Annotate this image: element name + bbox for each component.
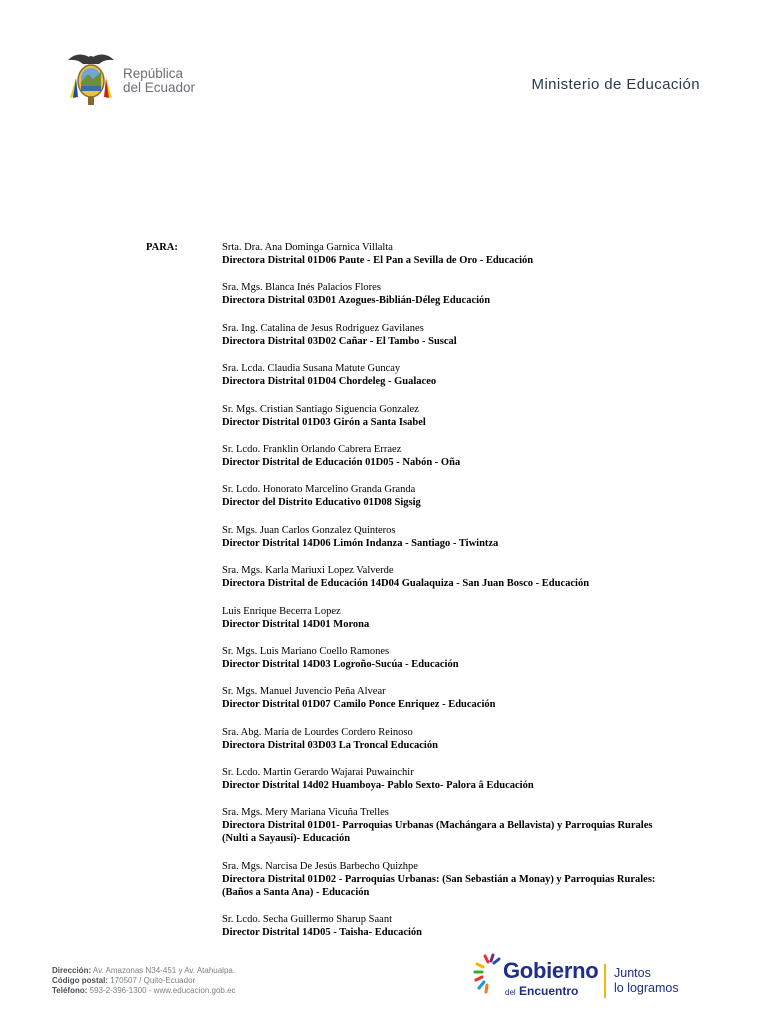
footer-direccion <box>52 966 236 976</box>
recipient-title: Director Distrital 14D05 - Taisha- Educación <box>222 927 422 939</box>
recipient-title: Director Distrital 14d02 Huamboya- Pablo Sexto- Palora â Educación <box>222 780 534 792</box>
recipient-entry <box>222 564 662 590</box>
recipient-name: Sra. Abg. María de Lourdes Cordero Reinoso <box>222 726 413 738</box>
recipient-title: Director Distrital 01D03 Girón a Santa Isabel <box>222 416 426 428</box>
telefono-label: Teléfono: <box>52 985 88 995</box>
slogan-line-1: Juntos <box>614 966 651 980</box>
recipient-entry <box>222 362 662 388</box>
slogan <box>614 966 679 996</box>
ministry-title: Ministerio de Educación <box>531 76 700 93</box>
del-label: del <box>505 988 516 997</box>
letterhead <box>0 0 768 120</box>
footer-codigo <box>52 976 236 986</box>
recipient-name: Sr. Mgs. Cristian Santiago Siguencia Gonzalez <box>222 403 419 415</box>
recipient-name: Sr. Mgs. Manuel Juvencio Peña Alvear <box>222 686 386 698</box>
telefono-value: 593-2-396-1300 - www.educacion.gob.ec <box>89 985 236 995</box>
recipient-name: Sr. Lcdo. Franklin Orlando Cabrera Erraez <box>222 443 402 455</box>
gobierno-burst-icon <box>473 952 503 994</box>
gobierno-del-encuentro-logo <box>473 948 723 1008</box>
recipient-title: Director Distrital 14D03 Logroño-Sucúa - Educación <box>222 658 459 670</box>
recipient-entry <box>222 281 662 307</box>
del-encuentro-wordmark <box>505 984 578 998</box>
recipient-entry <box>222 605 662 631</box>
recipient-title: Directora Distrital 01D06 Paute - El Pan a Sevilla de Oro - Educación <box>222 255 534 266</box>
republica-label: República <box>123 66 184 81</box>
recipient-title: Director del Distrito Educativo 01D08 Sigsig <box>222 497 421 509</box>
recipient-name: Sra. Ing. Catalina de Jesus Rodriguez Gavilanes <box>222 322 424 334</box>
recipient-title: Director Distrital 01D07 Camilo Ponce Enriquez - Educación <box>222 699 496 711</box>
recipient-name: Sra. Mgs. Karla Mariuxi Lopez Valverde <box>222 565 394 577</box>
del-ecuador-label: del Ecuador <box>123 80 196 95</box>
recipient-title: Directora Distrital 03D03 La Troncal Educación <box>222 739 438 751</box>
recipient-title: Directora Distrital 01D02 - Parroquias Urbanas: (San Sebastián a Monay) y Parroquias Rurales: (Baños a Santa Ana) - Educación <box>222 873 656 898</box>
recipient-entry <box>222 645 662 671</box>
recipient-title: Directora Distrital 03D01 Azogues-Biblián-Déleg Educación <box>222 295 491 307</box>
codigo-value: 170507 / Quito-Ecuador <box>110 975 196 985</box>
recipient-title: Director Distrital 14D01 Morona <box>222 618 370 630</box>
recipient-name: Sr. Mgs. Luis Mariano Coello Ramones <box>222 645 390 657</box>
slogan-line-2: lo logramos <box>614 981 679 995</box>
recipient-name: Sra. Lcda. Claudia Susana Matute Guncay <box>222 363 401 375</box>
footer-telefono <box>52 986 236 996</box>
footer-address <box>52 966 236 995</box>
recipient-entry <box>222 860 662 899</box>
recipient-title: Director Distrital 14D06 Limón Indanza - Santiago - Tiwintza <box>222 537 499 549</box>
recipient-title: Directora Distrital 01D04 Chordeleg - Gualaceo <box>222 376 437 388</box>
recipient-entry <box>222 322 662 348</box>
recipient-name: Luis Enrique Becerra Lopez <box>222 605 341 617</box>
recipient-entry <box>222 685 662 711</box>
recipient-name: Sr. Lcdo. Secha Guillermo Sharup Saant <box>222 914 393 926</box>
codigo-label: Código postal: <box>52 975 108 985</box>
encuentro-label: Encuentro <box>519 984 579 998</box>
republica-del-ecuador-logo-text <box>123 67 195 95</box>
recipient-entry <box>222 806 662 845</box>
slogan-divider <box>604 964 606 998</box>
recipient-entry <box>222 443 662 469</box>
recipient-entry <box>222 483 662 509</box>
recipient-list <box>222 241 662 954</box>
recipient-entry <box>222 766 662 792</box>
recipient-title: Director Distrital de Educación 01D05 - Nabón - Oña <box>222 456 461 468</box>
recipient-entry <box>222 241 662 267</box>
recipient-entry <box>222 403 662 429</box>
recipient-name: Sra. Mgs. Blanca Inés Palacios Flores <box>222 282 381 294</box>
recipient-entry <box>222 913 662 939</box>
recipient-title: Directora Distrital 01D01- Parroquias Urbanas (Machángara a Bellavista) y Parroquias Rurales (Nulti a Sayausí)- Educación <box>222 820 653 845</box>
recipient-name: Sr. Lcdo. Honorato Marcelino Granda Granda <box>222 484 416 496</box>
recipient-name: Sr. Lcdo. Martin Gerardo Wajarai Puwainchir <box>222 767 414 779</box>
recipient-name: Sr. Mgs. Juan Carlos Gonzalez Quinteros <box>222 524 396 536</box>
direccion-value: Av. Amazonas N34-451 y Av. Atahualpa. <box>92 966 236 975</box>
coat-of-arms-icon <box>66 48 116 110</box>
para-label: PARA: <box>146 242 178 253</box>
recipient-name: Sra. Mgs. Narcisa De Jesús Barbecho Quizhpe <box>222 860 418 872</box>
recipient-name: Srta. Dra. Ana Dominga Garnica Villalta <box>222 242 393 253</box>
direccion-label: Dirección: <box>52 966 92 975</box>
recipient-name: Sra. Mgs. Mery Mariana Vicuña Trelles <box>222 807 389 819</box>
recipient-entry <box>222 726 662 752</box>
gobierno-wordmark: Gobierno <box>503 958 599 983</box>
recipient-entry <box>222 524 662 550</box>
recipient-title: Directora Distrital de Educación 14D04 Gualaquiza - San Juan Bosco - Educación <box>222 578 590 590</box>
recipient-title: Directora Distrital 03D02 Cañar - El Tambo - Suscal <box>222 335 457 347</box>
